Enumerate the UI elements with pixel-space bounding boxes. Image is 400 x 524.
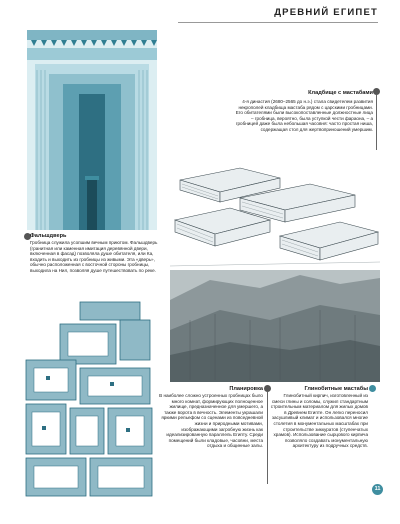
tomb-plan-illustration — [20, 300, 160, 500]
brick-caption — [270, 386, 368, 449]
plan-heading: Планировка — [229, 386, 263, 392]
mudbrick-ruin-photo — [170, 270, 380, 382]
false-door-heading: Фальшдверь — [30, 233, 67, 239]
page-number: 11 — [372, 484, 383, 495]
false-door-caption — [30, 233, 158, 274]
mastabas-heading: Кладбище с мастабами — [308, 90, 373, 96]
running-header: ДРЕВНИЙ ЕГИПЕТ — [274, 7, 378, 18]
callout-marker — [373, 88, 380, 95]
leader-line — [267, 392, 268, 484]
plan-text: В наиболее сложно устроенных гробницах было много комнат, формирующих полноценное жилище, предназначенное для умершего, а также ворота в вечность. Элементы украшали яркими рельефом со сценами из повседневной жизни и природными мотивами, изображающими загробную жизнь как идеализированную параллель Египту. Среди помещений были кладовые, часовни, места отдыха и общинные залы. — [159, 393, 263, 449]
mastaba-field-illustration — [170, 150, 380, 268]
brick-text: Глинобитный кирпич, изготовленный из смеси глины и соломы, служил стандартным строительным материалом для жилых домов в Древнем Египте. Он легко переносил засушливый климат и использовался многие столетия в монументальных масштабах при строительстве зиккуратов (ступенчатых храмов). Использование сырцового кирпича позволяло создавать монументальную архитектуру из подручных средств. — [270, 393, 368, 449]
mastabas-caption — [233, 90, 373, 133]
header-rule — [178, 22, 378, 23]
callout-marker — [369, 385, 376, 392]
mastabas-text: 4-я династия (2680–2565 до н.э.) стала свидетелем развития некрополей кладбища мастаба рядом с царскими гробницами. Его обитателями были высокопоставленные должностные лица – гробница, вероятно, была уступкой чести фараона, – а гробницей даже была небольшая часовня: часто простая ниша, содержащая стол для жертвоприношений умершим. — [235, 99, 373, 132]
false-door-illustration — [27, 30, 157, 230]
false-door-text: Гробница служила усопшим вечным приютом. Фальшдверь (гранитная или каменная имитация деревянной двери, включенная в фасад) позволяла душе обитателя, или Ка, входить и выходить из гробницы из живыми. Эта «дверь», обычно расположенная с восточной стороны гробницы, выходила на Нил, позволяя душе путешествовать по реке. — [30, 240, 158, 273]
leader-line — [376, 95, 377, 155]
plan-caption — [158, 386, 263, 449]
brick-heading: Глинобитные мастабы — [304, 386, 368, 392]
